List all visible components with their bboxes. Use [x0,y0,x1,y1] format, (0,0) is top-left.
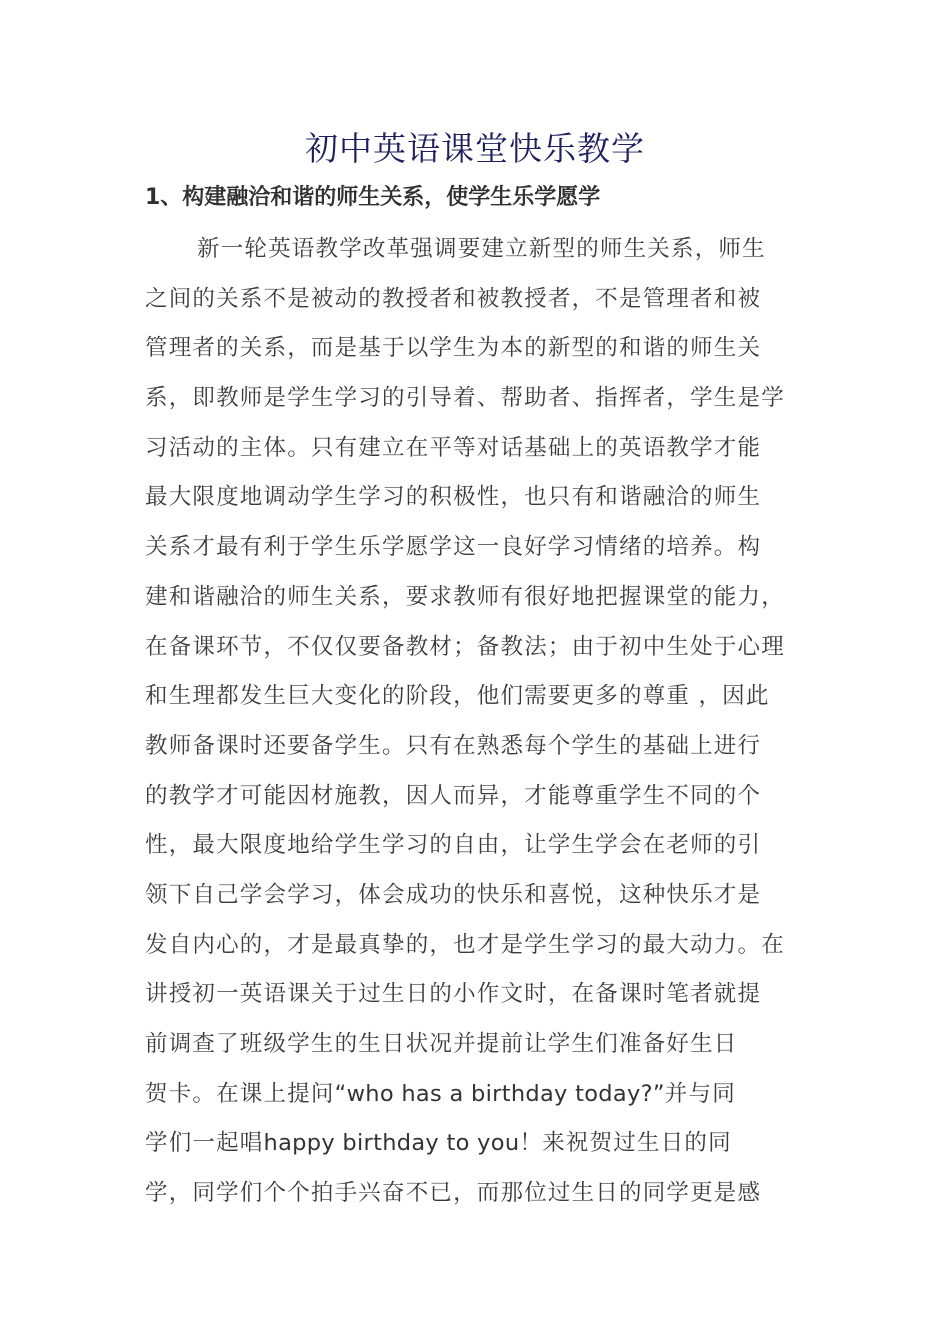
text-line: 学，同学们个个拍手兴奋不已，而那位过生日的同学更是感 [145,1180,762,1207]
text-line: 讲授初一英语课关于过生日的小作文时，在备课时笔者就提 [145,981,762,1008]
english-quote: “who has a birthday today?” [334,1080,665,1107]
text-line: 前调查了班级学生的生日状况并提前让学生们准备好生日 [145,1031,738,1057]
text-segment: 并与同 [664,1080,736,1107]
document-title: 初中英语课堂快乐教学 [305,129,645,168]
text-line: 关系才最有利于学生乐学愿学这一良好学习情绪的培养。构 [145,534,762,561]
text-line: 和生理都发生巨大变化的阶段，他们需要更多的尊重 ，因此 [145,683,770,710]
text-segment: 来祝贺过生日的同 [542,1130,732,1157]
text-line: 在备课环节，不仅仅要备教材；备教法；由于初中生处于心理 [145,633,785,660]
text-line: 管理者的关系，而是基于以学生为本的新型的和谐的师生关 [145,335,762,362]
text-line: 新一轮英语教学改革强调要建立新型的师生关系，师生 [197,236,766,262]
text-line: 系，即教师是学生学习的引导着、帮助者、指挥者，学生是学 [145,385,785,412]
body-paragraph [145,228,825,1222]
text-line: 教师备课时还要备学生。只有在熟悉每个学生的基础上进行 [145,732,762,759]
text-line-mixed [145,1073,825,1123]
text-line-mixed [145,1122,825,1172]
text-line: 习活动的主体。只有建立在平等对话基础上的英语教学才能 [145,434,762,461]
text-segment: 贺卡。在课上提问 [145,1080,335,1107]
section-heading: 1、构建融洽和谐的师生关系，使学生乐学愿学 [145,185,601,210]
text-line: 建和谐融洽的师生关系，要求教师有很好地把握课堂的能力， [145,583,785,610]
text-line: 领下自己学会学习，体会成功的快乐和喜悦，这种快乐才是 [145,881,762,908]
text-line: 最大限度地调动学生学习的积极性，也只有和谐融洽的师生 [145,484,762,511]
english-song-title: happy birthday to you！ [263,1130,543,1157]
text-line: 的教学才可能因材施教，因人而异，才能尊重学生不同的个 [145,782,762,809]
text-line: 发自内心的，才是最真挚的，也才是学生学习的最大动力。在 [145,931,785,958]
text-line: 之间的关系不是被动的教授者和被教授者，不是管理者和被 [145,285,762,312]
text-segment: 学们一起唱 [145,1130,264,1157]
text-line: 性，最大限度地给学生学习的自由，让学生学会在老师的引 [145,832,762,859]
